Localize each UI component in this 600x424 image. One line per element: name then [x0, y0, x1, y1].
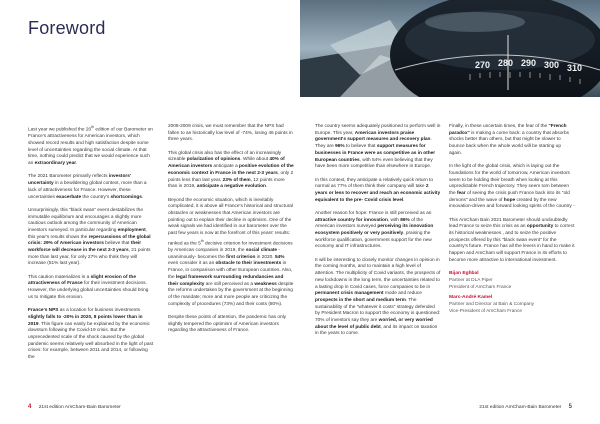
page-title: Foreword: [28, 18, 106, 38]
paragraph: This AmCham Bain 2021 Barometer should undoubtedly lead France to seize this crisis as an opportunity to correct its historical weaknesses , and to seize the positive prospects offered by this "black swan event" for the country's future. France has all the levers in hand to make it happen and AmCham will support France in its efforts to become more attractive to international investment.: [449, 217, 575, 263]
page-number: 5: [568, 404, 572, 410]
dial-label: 300: [544, 60, 560, 70]
column-3: [315, 124, 441, 345]
paragraph: Unsurprisingly, this "black swan" event destabilizes the immutable equilibrium and encourages a slightly more cautious outlook among the community of American investors surveyed. In particular regarding employment, this year's results shows the repercussions of the global crisis: 29% of American investors believe that their workforce will decrease in the next 2-3 years, 21 points more than last year, for only 27% who think they will increase (51% last year).: [28, 207, 151, 267]
paragraph: This caution materializes in a slight erosion of the attractiveness of France for their investment decisions. However, the underlying global uncertainties should bring us to mitigate this erosion.: [28, 274, 149, 300]
dial-label: 310: [567, 63, 583, 73]
signatory-role: Vice-President of AmCham France: [449, 308, 523, 314]
signatory-name: Marc-André Kamel: [449, 295, 493, 301]
sailing-compass-photo: [300, 0, 600, 97]
paragraph: In the light of the global crisis, which is laying out the foundations for the world of tomorrow, American investors seem to be holding their breath when looking at this unpredictable French trajectory. They seem torn between the fear of seeing the crisis push France back into its "old demons" and the wave of hope created by the new innovation-driven and forward looking spirits of the country -: [449, 164, 575, 210]
paragraph: 2008-2009 crisis, we must remember that the NPS had fallen to an historically low level of -74%, losing 46 points in three years.: [168, 124, 293, 143]
footer-label: 21st edition AmCham-Bain Barometer: [479, 405, 562, 410]
signature-bijan-eghbal: [449, 271, 575, 291]
footer-label: 21st edition AmCham-Bain Barometer: [38, 405, 121, 410]
column-1: [28, 124, 154, 368]
foreword-body: [28, 124, 574, 394]
paragraph: France's NPS as a location for business investments slightly falls to -20% in 2020, 8 points lower than in 2019. This figure can easily be explained by the economic downturn following the Covid-19 crisis. But the unprecedented scale of the shock caused by the global pandemic seems relatively well absorbed in the light of past crises: for example, between 2011 and 2014, or following the: [28, 308, 154, 361]
compass-photo-illustration: [300, 0, 600, 97]
dial-label: 290: [521, 58, 537, 68]
paragraph: The 2021 Barometer primarily reflects investors' uncertainty in a bewildering global context, more than a lack of attractiveness for France. However, these uncertainties exacerbate the country's shortcomings.: [28, 174, 147, 200]
signatory-role: Partner and Director at Bain & Company: [449, 301, 535, 307]
column-4: [449, 124, 575, 315]
footer-left: [28, 404, 121, 410]
paragraph: Last year we published the 20th edition of our Barometer on France's attractiveness for American investors, which showed record results and high satisfaction despite some level of uncertainties regarding the social climate. At that time, nothing could predict that we would experience such an extraordinary year.: [28, 125, 153, 167]
paragraph: In this context, they anticipate a relatively quick return to normal as 77% of them think their company will take 2 years or less to recover and reach an economic activity equivalent to the pre- Covid crisis level.: [315, 177, 441, 203]
signatory-role: President of AmCham France: [449, 284, 512, 290]
paragraph: Another reason for hope: France is still perceived as an attractive country for innovation, with 86% of the American investors surveyed perceiving its innovation ecosystem positively or very positively, praising the workforce qualification, government support for the new economy and IT infrastructures.: [315, 210, 434, 250]
signatory-name: Bijan Eghbal: [449, 271, 479, 277]
dial-label: 280: [498, 58, 514, 68]
paragraph: Finally, in these uncertain times, the fear of the "French paradox" is making a come back: a country that absorbs shocks better than others, but that might be slower to bounce back when the whole world will be starting up again.: [449, 124, 570, 156]
paragraph: It will be interesting to closely monitor changes in opinion in the coming months, and to maintain a high level of attention. The multiplicity of Covid variants, the prospects of new lockdowns in the long term, the uncertainties related to a lasting drop in Covid cases, force companies to be in permanent crisis management mode and reduce prospects in the short and medium term. The sustainability of the "whatever it costs" strategy defended by President Macron to support the economy is questioned: 70% of investors say they are worried, or very worried about the level of public debt, and its impact on taxation in the years to come.: [315, 257, 441, 337]
signatory-role: Partner at DLA Piper: [449, 277, 493, 283]
paragraph: The country seems adequately positioned to perform well in Europe. This year, American investors praise government's support measures and recovery plan. They are 96% to believe that support measures for businesses in France were as competitive as in other European countries, with 54% even believing that they have been more competitive than elsewhere in Europe.: [315, 124, 441, 170]
column-2: [168, 124, 294, 342]
page-number: 4: [28, 404, 32, 410]
dial-label: 270: [475, 60, 491, 70]
paragraph: Despite these points of attention, the pandemic has only slightly tempered the optimism of American investors regarding the attractiveness of France.: [168, 314, 287, 334]
footer-right: [479, 404, 572, 410]
paragraph: This global crisis also has the effect of an increasingly sizeable polarization of opinions. While about 40% of American investors anticipate a positive evolution of the economic context in France in the next 2-3 years, only 2 points less than last year, 23% of them, 12 points more than in 2019, anticipate a negative evolution.: [168, 150, 294, 190]
signature-marc-andre-kamel: [449, 295, 575, 315]
paragraph: Beyond the economic situation, which is inevitably complicated, it is above all France's historical and structural obstacles or weaknesses that American investors are pointing out to explain their decline in optimism. One of the weak signals we had identified in our barometer over the past few years is now at the forefront of this years' results: ranked as the 5th decisive criterion for investment decisions by American companies in 2019, the social climate -unanimously- becomes the first criterion in 2020. 54% even consider it as an obstacle to their investments in France, in comparison with other European countries. Also, the legal framework surrounding redundancies and their complexity are still perceived as a weakness despite the reforms undertaken by the government at the beginning of the mandate; more and more people are criticizing the complexity of procedures (73%) and their costs (80%).: [168, 197, 294, 307]
